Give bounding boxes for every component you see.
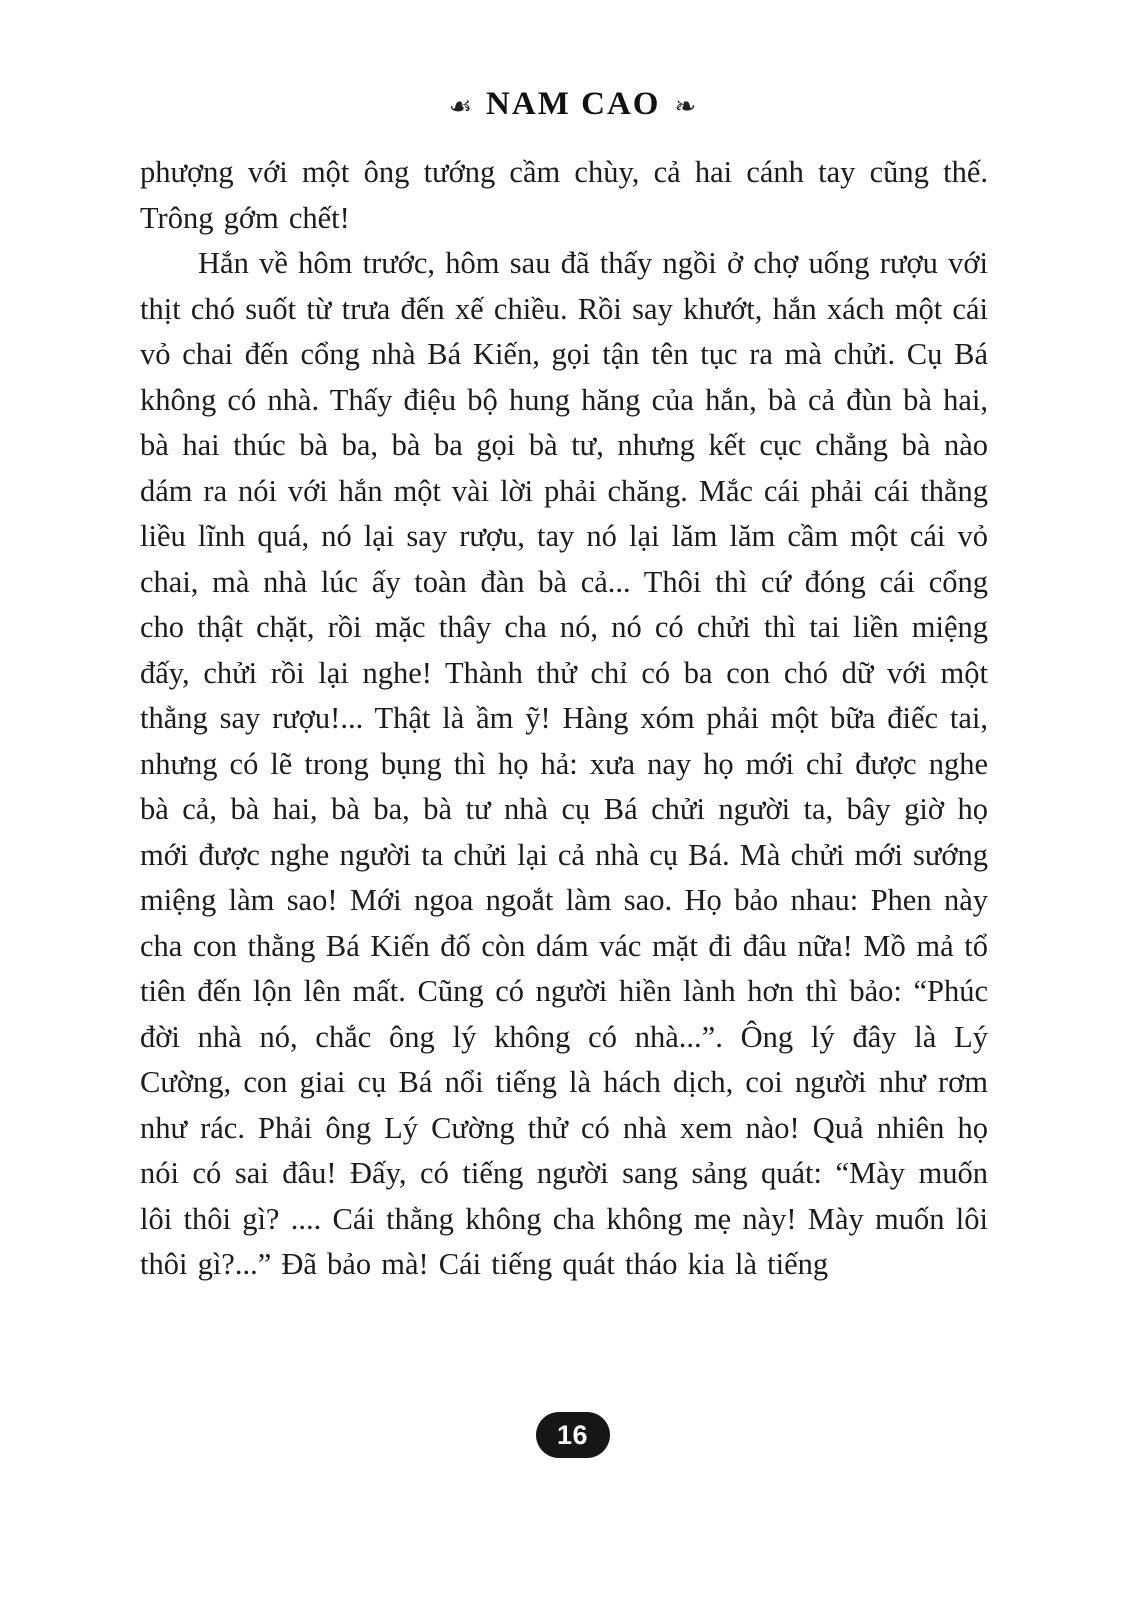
page-number-badge	[536, 1412, 610, 1458]
paragraph-continuation: phượng với một ông tướng cầm chùy, cả hai cánh tay cũng thế. Trông gớm chết!	[140, 155, 988, 235]
page-header	[0, 86, 1145, 123]
page-body	[140, 150, 988, 1288]
paragraph: Hắn về hôm trước, hôm sau đã thấy ngồi ở chợ uống rượu với thịt chó suốt từ trưa đến xế chiều. Rồi say khướt, hắn xách một cái vỏ chai đến cổng nhà Bá Kiến, gọi tận tên tục ra mà chửi. Cụ Bá không có nhà. Thấy điệu bộ hung hăng của hắn, bà cả đùn bà hai, bà hai thúc bà ba, bà ba gọi bà tư, nhưng kết cục chẳng bà nào dám ra nói với hắn một vài lời phải chăng. Mắc cái phải cái thằng liều lĩnh quá, nó lại say rượu, tay nó lại lăm lăm cầm một cái vỏ chai, mà nhà lúc ấy toàn đàn bà cả... Thôi thì cứ đóng cái cổng cho thật chặt, rồi mặc thây cha nó, nó có chửi thì tai liền miệng đấy, chửi rồi lại nghe! Thành thử chỉ có ba con chó dữ với một thằng say rượu!... Thật là ầm ỹ! Hàng xóm phải một bữa điếc tai, nhưng có lẽ trong bụng thì họ hả: xưa nay họ mới chỉ được nghe bà cả, bà hai, bà ba, bà tư nhà cụ Bá chửi người ta, bây giờ họ mới được nghe người ta chửi lại cả nhà cụ Bá. Mà chửi mới sướng miệng làm sao! Mới ngoa ngoắt làm sao. Họ bảo nhau: Phen này cha con thằng Bá Kiến đố còn dám vác mặt đi đâu nữa! Mồ mả tổ tiên đến lộn lên mất. Cũng có người hiền lành hơn thì bảo: “Phúc đời nhà nó, chắc ông lý không có nhà...”. Ông lý đây là Lý Cường, con giai cụ Bá nổi tiếng là hách dịch, coi người như rơm như rác. Phải ông Lý Cường thử có nhà xem nào! Quả nhiên họ nói có sai đâu! Đấy, có tiếng người sang sảng quát: “Mày muốn lôi thôi gì? .... Cái thằng không cha không mẹ này! Mày muốn lôi thôi gì?...” Đã bảo mà! Cái tiếng quát tháo kia là tiếng	[140, 246, 988, 1281]
fleuron-left-icon: ☙	[448, 91, 473, 121]
page-title: NAM CAO	[486, 86, 661, 122]
fleuron-right-icon: ❧	[674, 91, 697, 121]
page-number: 16	[556, 1419, 589, 1450]
